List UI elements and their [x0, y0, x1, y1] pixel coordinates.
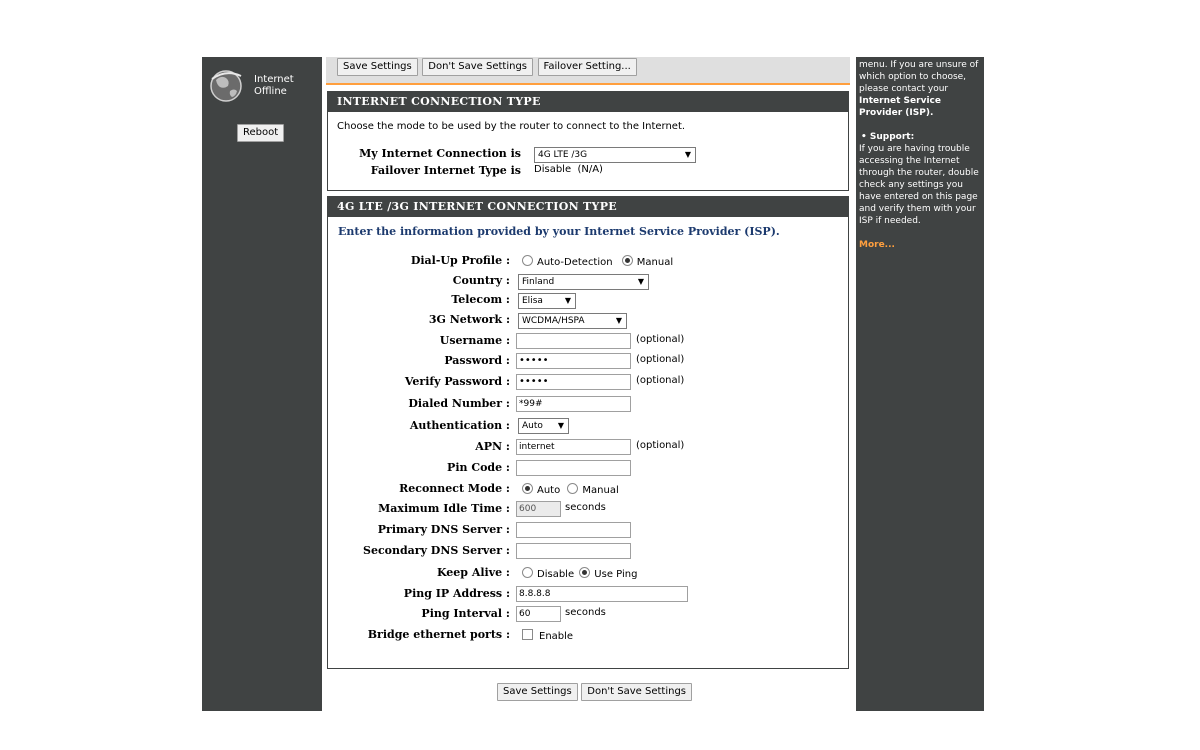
dont-save-settings-button[interactable]: Don't Save Settings — [422, 58, 533, 76]
dialup-auto-radio[interactable] — [522, 255, 533, 266]
apn-optional: (optional) — [636, 440, 685, 451]
ping-ip-input[interactable]: 8.8.8.8 — [516, 586, 688, 602]
network-value: WCDMA/HSPA — [522, 316, 585, 326]
network-label: 3G Network : — [428, 313, 510, 326]
dialup-profile-label: Dial-Up Profile : — [410, 254, 510, 267]
chevron-down-icon: ▼ — [684, 150, 691, 159]
help-sidebar — [856, 57, 984, 711]
password-label: Password : — [444, 354, 510, 367]
authentication-value: Auto — [522, 421, 543, 431]
section-intro: Enter the information provided by your Internet Service Provider (ISP). — [338, 225, 780, 238]
help-line-c: please contact your — [859, 84, 949, 94]
secondary-dns-input[interactable] — [516, 543, 631, 559]
reconnect-manual-radio[interactable] — [567, 483, 578, 494]
status-line1: Internet — [254, 74, 294, 85]
bottom-buttons — [497, 683, 692, 701]
secondary-dns-label: Secondary DNS Server : — [363, 544, 510, 557]
reconnect-mode-label: Reconnect Mode : — [399, 482, 510, 495]
dialup-profile-options — [522, 255, 673, 268]
telecom-select[interactable] — [518, 293, 576, 309]
help-support-text: If you are having trouble accessing the Internet through the router, double check any settings you have entered on this page and verify them with your ISP if needed. — [859, 144, 979, 226]
ping-interval-input[interactable]: 60 — [516, 606, 561, 622]
help-isp-bold2: Provider (ISP). — [859, 108, 934, 118]
dialup-auto-label: Auto-Detection — [537, 257, 613, 268]
bridge-ports-option — [522, 629, 573, 642]
failover-type-label: Failover Internet Type is — [370, 164, 521, 177]
status-line2: Offline — [254, 86, 287, 97]
idle-time-label: Maximum Idle Time : — [378, 502, 510, 515]
dialup-manual-label: Manual — [636, 257, 674, 268]
country-select[interactable] — [518, 274, 649, 290]
ping-ip-label: Ping IP Address : — [403, 587, 510, 600]
keepalive-ping-label: Use Ping — [594, 569, 638, 580]
my-connection-label: My Internet Connection is — [359, 147, 521, 160]
globe-offline-icon — [208, 67, 244, 103]
idle-time-unit: seconds — [565, 502, 606, 513]
bridge-ports-label: Bridge ethernet ports : — [367, 628, 510, 641]
keepalive-ping-radio[interactable] — [579, 567, 590, 578]
failover-type-value: Disable (N/A) — [534, 164, 603, 175]
help-isp-bold: Internet Service — [859, 96, 941, 106]
telecom-value: Elisa — [522, 296, 543, 306]
connection-type-value: 4G LTE /3G — [538, 150, 588, 160]
help-text — [859, 59, 983, 251]
primary-dns-label: Primary DNS Server : — [377, 523, 510, 536]
help-more-link[interactable]: More... — [859, 240, 895, 250]
authentication-select[interactable] — [518, 418, 569, 434]
dont-save-settings-bottom-button[interactable]: Don't Save Settings — [581, 683, 692, 701]
bridge-enable-checkbox[interactable] — [522, 629, 533, 640]
keep-alive-label: Keep Alive : — [436, 566, 510, 579]
verify-password-label: Verify Password : — [404, 375, 510, 388]
lte-3g-connection-section — [327, 196, 849, 669]
apn-label: APN : — [475, 440, 510, 453]
save-settings-button[interactable]: Save Settings — [337, 58, 418, 76]
dialup-manual-radio[interactable] — [622, 255, 633, 266]
top-toolbar — [326, 57, 850, 85]
help-line-a: menu. If you are unsure of — [859, 60, 979, 70]
dialed-number-label: Dialed Number : — [408, 397, 510, 410]
reboot-button[interactable]: Reboot — [237, 124, 284, 142]
verify-password-input[interactable]: ••••• — [516, 374, 631, 390]
dialed-number-input[interactable]: *99# — [516, 396, 631, 412]
connection-type-select[interactable] — [534, 147, 696, 163]
internet-status — [254, 74, 294, 98]
reconnect-auto-label: Auto — [537, 485, 561, 496]
ping-interval-unit: seconds — [565, 607, 606, 618]
ping-interval-label: Ping Interval : — [421, 607, 510, 620]
verify-password-optional: (optional) — [636, 375, 685, 386]
country-label: Country : — [452, 274, 510, 287]
password-optional: (optional) — [636, 354, 685, 365]
pin-code-label: Pin Code : — [447, 461, 510, 474]
chevron-down-icon: ▼ — [615, 316, 622, 325]
authentication-label: Authentication : — [409, 419, 510, 432]
network-select[interactable] — [518, 313, 627, 329]
telecom-label: Telecom : — [451, 293, 510, 306]
internet-connection-type-section — [327, 91, 849, 191]
failover-setting-button[interactable]: Failover Setting... — [538, 58, 637, 76]
reconnect-manual-label: Manual — [582, 485, 619, 496]
username-optional: (optional) — [636, 334, 685, 345]
reconnect-mode-options — [522, 483, 619, 496]
chevron-down-icon: ▼ — [637, 277, 644, 286]
pin-code-input[interactable] — [516, 460, 631, 476]
chevron-down-icon: ▼ — [564, 296, 571, 305]
username-label: Username : — [439, 334, 510, 347]
username-input[interactable] — [516, 333, 631, 349]
section-description: Choose the mode to be used by the router to connect to the Internet. — [337, 121, 686, 132]
left-sidebar — [202, 57, 322, 711]
password-input[interactable]: ••••• — [516, 353, 631, 369]
bridge-enable-label: Enable — [539, 631, 574, 642]
keepalive-disable-radio[interactable] — [522, 567, 533, 578]
keepalive-disable-label: Disable — [537, 569, 575, 580]
primary-dns-input[interactable] — [516, 522, 631, 538]
section-header: 4G LTE /3G INTERNET CONNECTION TYPE — [328, 197, 848, 217]
help-line-b: which option to choose, — [859, 72, 967, 82]
country-value: Finland — [522, 277, 555, 287]
keep-alive-options — [522, 567, 637, 580]
reconnect-auto-radio[interactable] — [522, 483, 533, 494]
idle-time-input[interactable]: 600 — [516, 501, 561, 517]
section-header: INTERNET CONNECTION TYPE — [328, 92, 848, 112]
save-settings-bottom-button[interactable]: Save Settings — [497, 683, 578, 701]
chevron-down-icon: ▼ — [557, 421, 564, 430]
apn-input[interactable]: internet — [516, 439, 631, 455]
help-support-title: • Support: — [861, 132, 915, 142]
